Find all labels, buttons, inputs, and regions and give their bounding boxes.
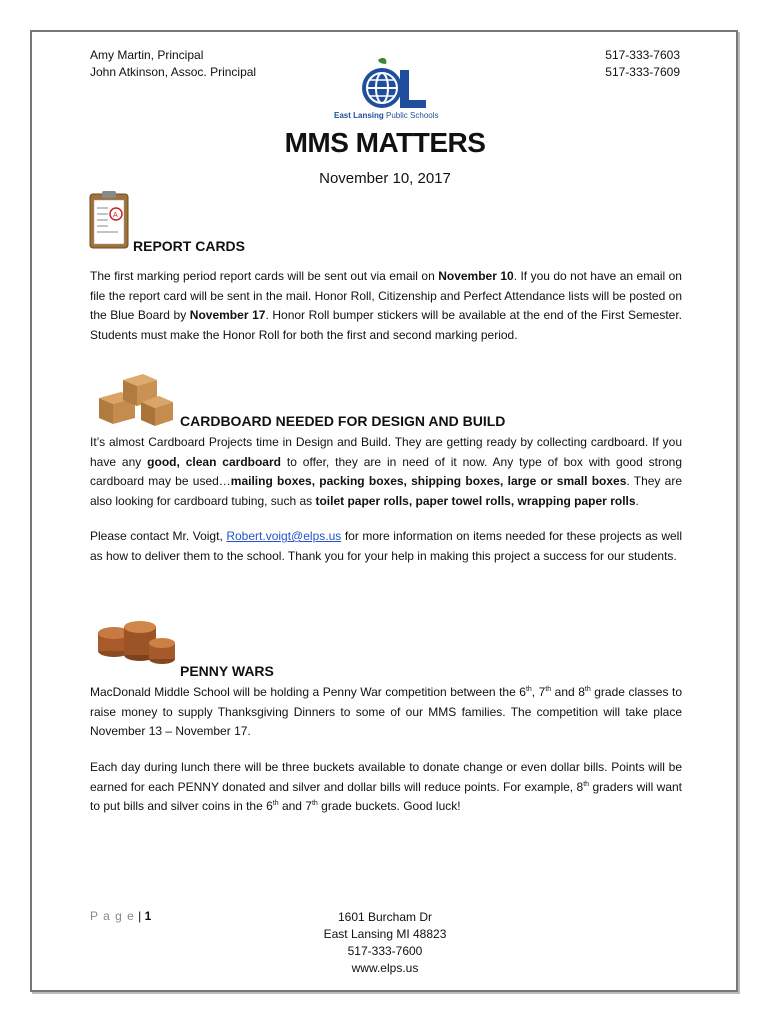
report-cards-paragraph: The first marking period report cards will be sent out via email on November 10. If you do not have an email on file the report card will be sent in the mail. Honor Roll, Citizenship and Perfect Attendance lists will be posted on the Blue Board by November 17. Honor Roll bumper stickers will be available at the end of the First Semester. Students must make the Honor Roll for both the first and second marking period. (90, 269, 682, 342)
footer-address (285, 909, 485, 977)
phone-block (605, 47, 680, 81)
district-logo (334, 56, 442, 124)
principal-block (90, 47, 256, 81)
cardboard-paragraph-2: Please contact Mr. Voigt, Robert.voigt@elps.us for more information on items needed for these projects as well as how to deliver them to the school. Thank you for your help in making this project a success for our students. (90, 529, 682, 563)
report-card-clipboard-icon (88, 190, 130, 250)
footer-website: www.elps.us (351, 961, 419, 975)
logo-caption: East Lansing Public Schools (334, 111, 439, 120)
footer-city: East Lansing MI 48823 (323, 927, 447, 941)
assoc-principal-name: John Atkinson, Assoc. Principal (90, 65, 257, 79)
cardboard-paragraph-1: It’s almost Cardboard Projects time in Design and Build. They are getting ready by collecting cardboard. If you have any good, clean cardboard to offer, they are in need of it now. Any type of box with good strong cardboard may be used…mailing boxes, packing boxes, shipping boxes, large or small boxes. They are also looking for cardboard tubing, such as toilet paper rolls, paper towel rolls, wrapping paper rolls. (90, 435, 683, 508)
footer-phone: 517-333-7600 (347, 944, 423, 958)
penny-paragraph-2: Each day during lunch there will be three buckets available to donate change or even dollar bills. Points will be earned for each PENNY donated and silver and dollar bills will reduce points. For example, 8th graders will want to put bills and silver coins in the 6th and 7th grade buckets. Good luck! (90, 760, 682, 813)
page-number: P a g e | 1 (90, 909, 152, 923)
phone-1: 517-333-7603 (605, 48, 680, 62)
principal-name: Amy Martin, Principal (90, 48, 204, 62)
report-cards-heading: REPORT CARDS (133, 238, 246, 254)
penny-wars-heading: PENNY WARS (180, 663, 274, 679)
footer-street: 1601 Burcham Dr (337, 910, 433, 924)
cardboard-heading: CARDBOARD NEEDED FOR DESIGN AND BUILD (180, 413, 506, 429)
newsletter-title: MMS MATTERS (284, 127, 486, 158)
penny-paragraph-1: MacDonald Middle School will be holding a Penny War competition between the 6th, 7th and 8th grade classes to raise money to supply Thanksgiving Dinners to some of our MMS families. The competition will take place November 13 – November 17. (90, 685, 683, 738)
voigt-email-link[interactable]: Robert.voigt@elps.us (226, 529, 342, 543)
svg-text:A: A (113, 212, 118, 219)
penny-stack-icon (92, 607, 178, 671)
apple-globe-logo-icon (342, 56, 442, 112)
cardboard-boxes-icon (95, 368, 175, 428)
newsletter-date: November 10, 2017 (319, 170, 451, 187)
phone-2: 517-333-7609 (605, 65, 680, 79)
